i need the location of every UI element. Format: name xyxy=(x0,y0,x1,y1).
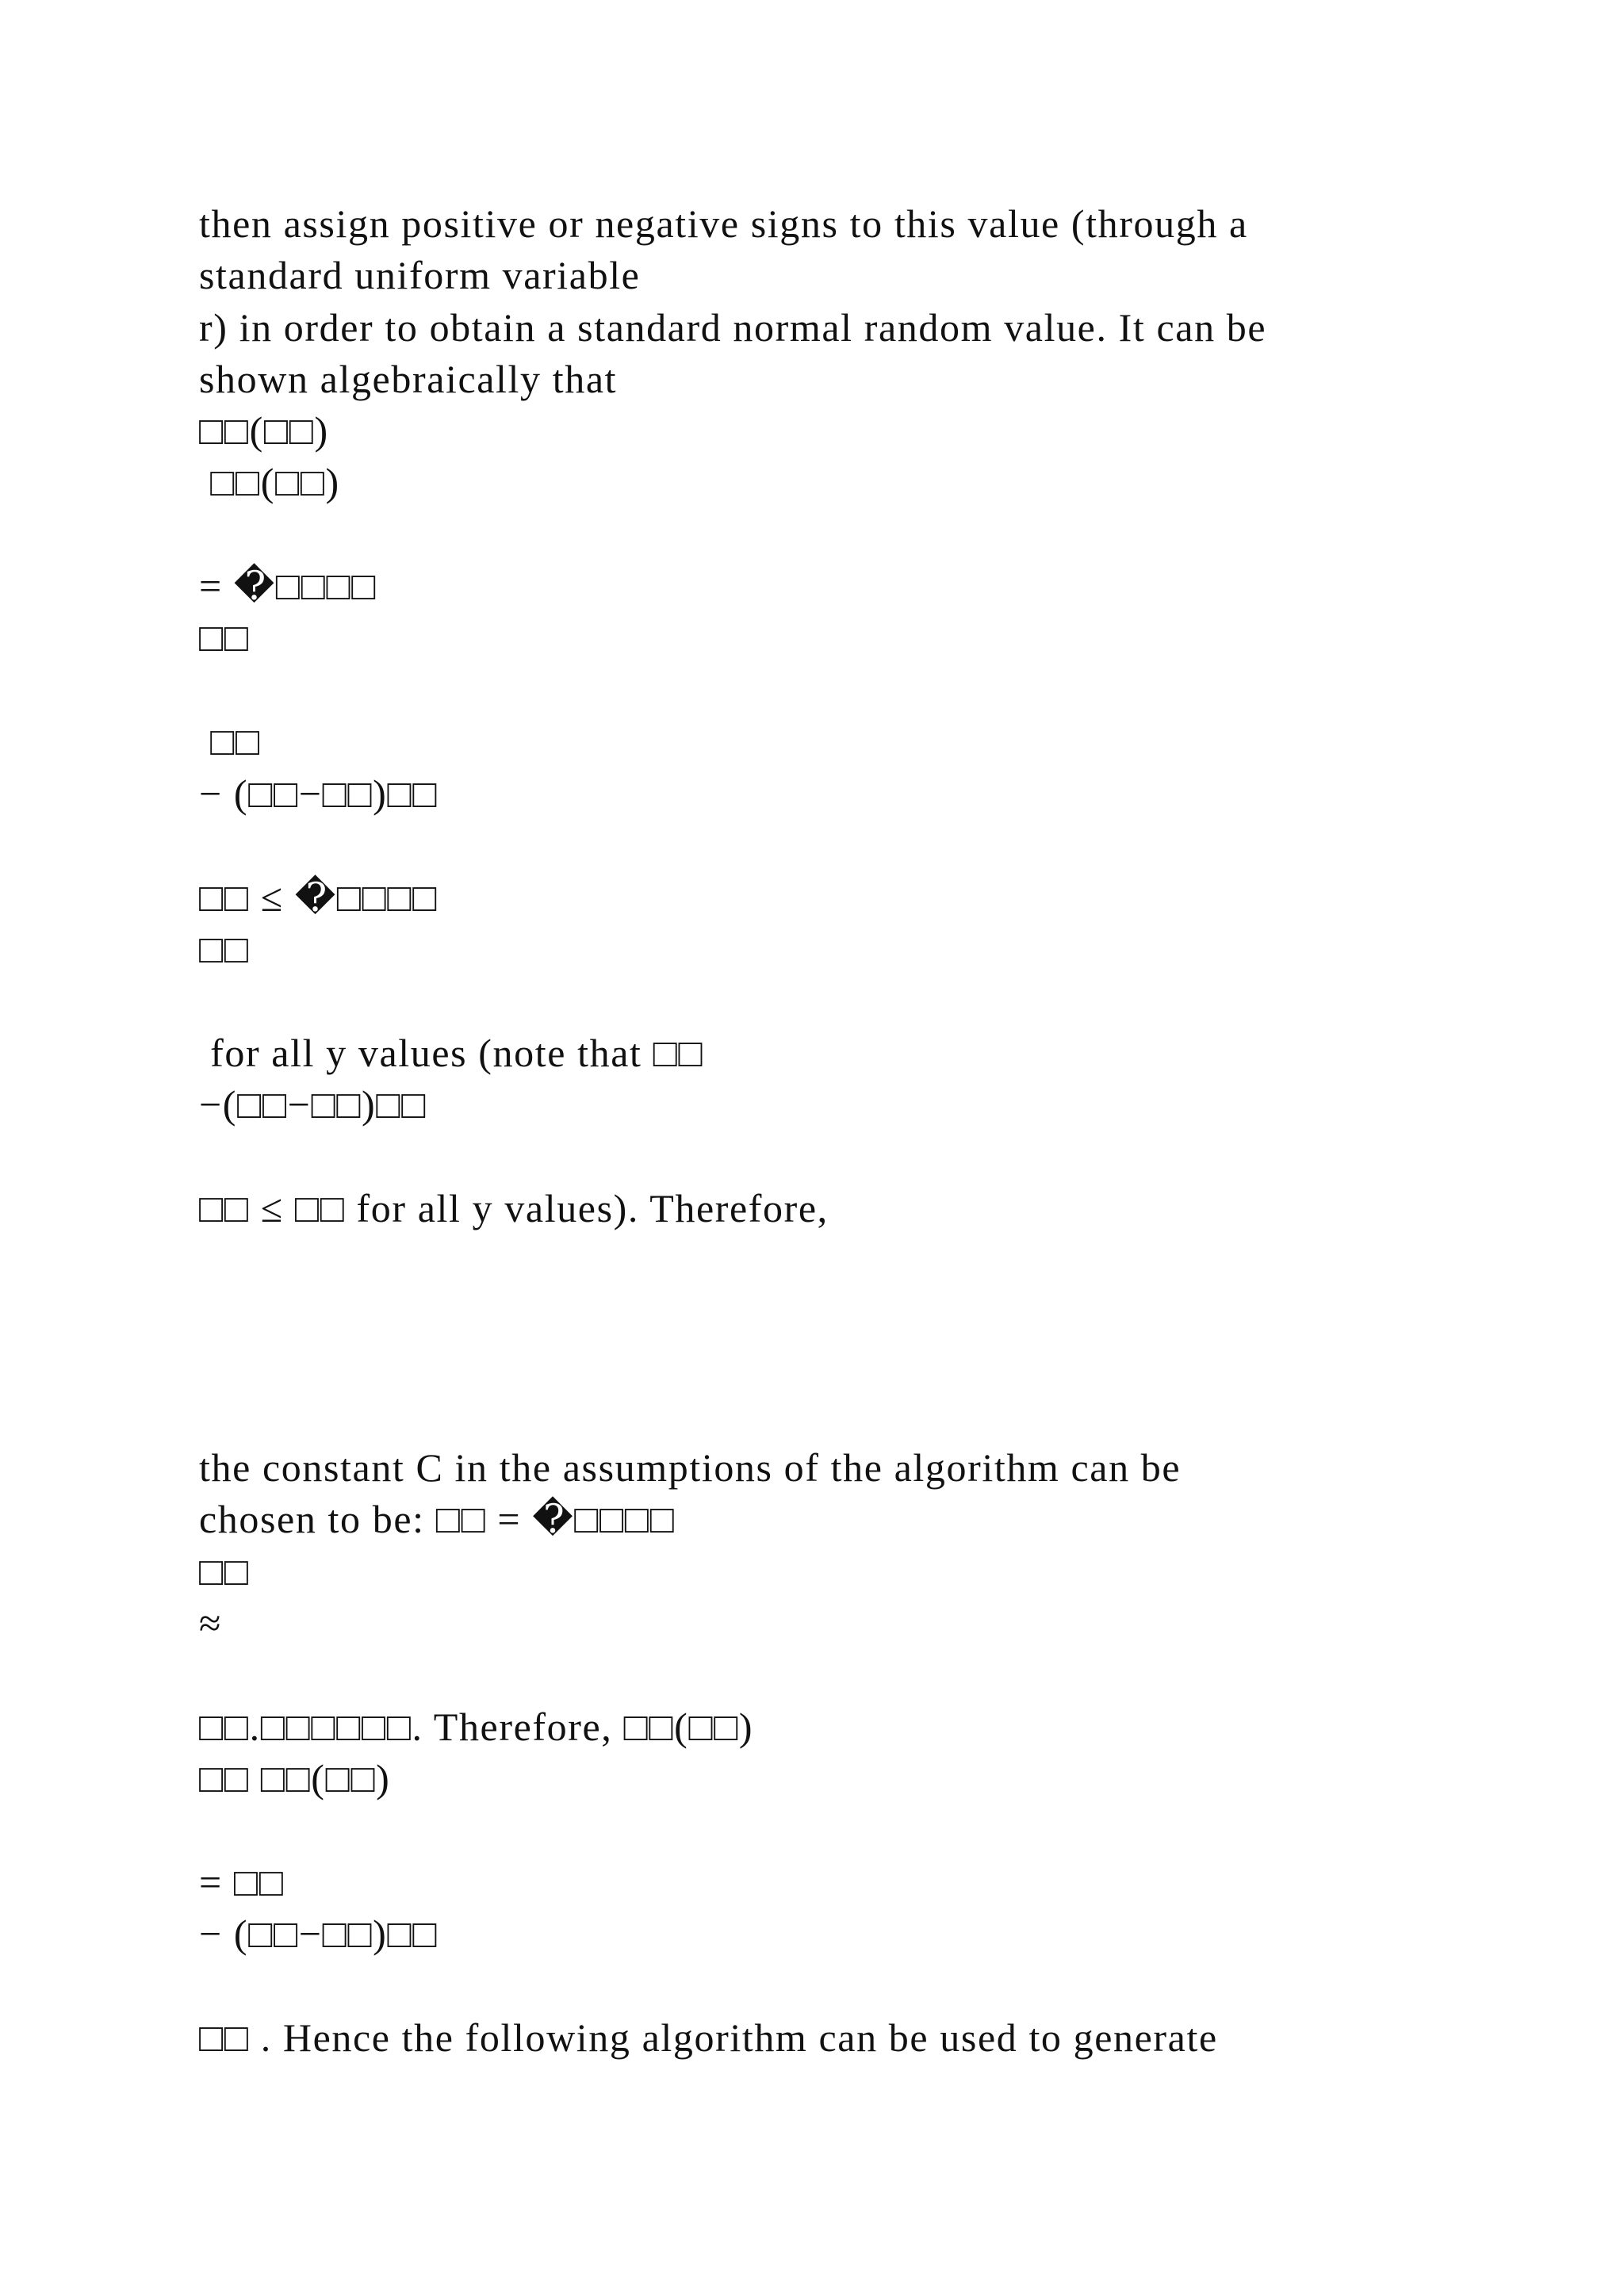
text-line: for all y values (note that □□ xyxy=(199,1031,704,1075)
text-line: □□ . Hence the following algorithm can be used to generate xyxy=(199,2015,1218,2060)
text-line: □□.□□□□□□. Therefore, □□(□□) xyxy=(199,1705,754,1749)
text-line: □□ xyxy=(199,1549,250,1594)
text-line: chosen to be: □□ = �□□□□ xyxy=(199,1497,676,1541)
text-line: □□(□□) xyxy=(199,460,340,504)
text-line: shown algebraically that xyxy=(199,357,618,401)
text-line: then assign positive or negative signs to this value (through a xyxy=(199,201,1248,246)
text-line: □□ xyxy=(199,615,250,660)
text-line: standard uniform variable xyxy=(199,253,641,297)
text-line: the constant C in the assumptions of the algorithm can be xyxy=(199,1445,1182,1490)
text-line: = □□ xyxy=(199,1860,285,1904)
text-line: ≈ xyxy=(199,1601,223,1645)
text-line: □□ xyxy=(199,719,261,763)
text-line: □□(□□) xyxy=(199,408,329,453)
text-line: −(□□−□□)□□ xyxy=(199,1082,427,1127)
text-line: □□ xyxy=(199,927,250,971)
text-line: □□ ≤ �□□□□ xyxy=(199,875,438,920)
text-line: − (□□−□□)□□ xyxy=(199,1911,438,1956)
text-line: □□ □□(□□) xyxy=(199,1756,391,1800)
text-line: □□ ≤ □□ for all y values). Therefore, xyxy=(199,1186,829,1230)
text-line: = �□□□□ xyxy=(199,564,377,608)
text-line: r) in order to obtain a standard normal random value. It can be xyxy=(199,305,1267,350)
text-line: − (□□−□□)□□ xyxy=(199,771,438,816)
